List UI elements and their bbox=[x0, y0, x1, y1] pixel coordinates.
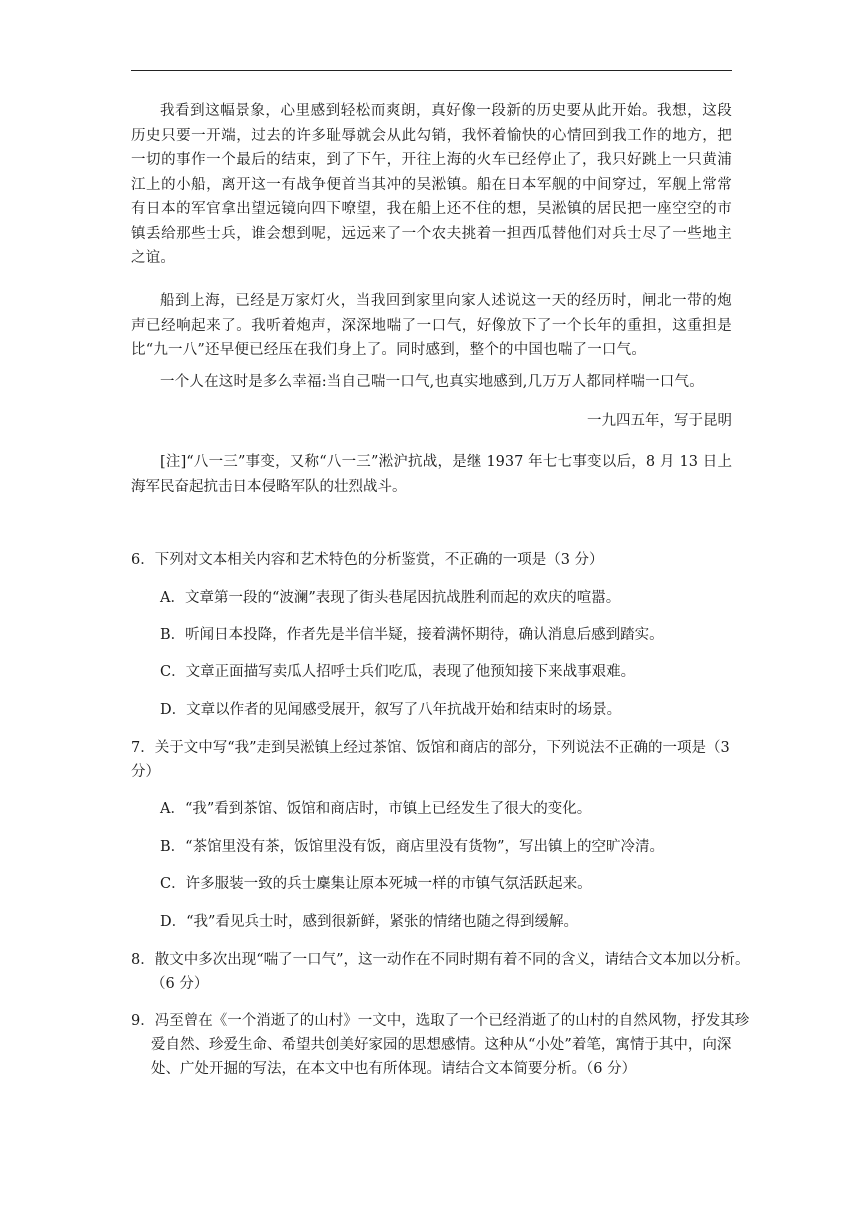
question-6-stem: 6．下列对文本相关内容和艺术特色的分析鉴赏，不正确的一项是（3 分） bbox=[131, 552, 604, 568]
question-6-option-b: B．听闻日本投降，作者先是半信半疑，接着满怀期待，确认消息后感到踏实。 bbox=[160, 627, 664, 643]
question-7-option-d: D．“我”看见兵士时，感到很新鲜，紧张的情绪也随之得到缓解。 bbox=[160, 914, 578, 930]
header-rule bbox=[131, 70, 732, 71]
question-6-option-c: C．文章正面描写卖瓜人招呼士兵们吃瓜，表现了他预知接下来战事艰难。 bbox=[160, 664, 636, 680]
question-6-option-d: D．文章以作者的见闻感受展开，叙写了八年抗战开始和结束时的场景。 bbox=[160, 702, 622, 718]
question-7-option-b: B．“茶馆里没有茶，饭馆里没有饭，商店里没有货物”，写出镇上的空旷冷清。 bbox=[160, 839, 664, 855]
question-7-option-c: C．许多服装一致的兵士麇集让原本死城一样的市镇气氛活跃起来。 bbox=[160, 876, 592, 892]
question-7-option-a: A．“我”看到茶馆、饭馆和商店时，市镇上已经发生了很大的变化。 bbox=[160, 801, 592, 817]
passage-signature: 一九四五年，写于昆明 bbox=[587, 413, 732, 429]
question-7-stem: 7．关于文中写“我”走到吴淞镇上经过茶馆、饭馆和商店的部分，下列说法不正确的一项是（3 分） bbox=[131, 740, 730, 780]
question-9-stem: 9．冯至曾在《一个消逝了的山村》一文中，选取了一个已经消逝了的山村的自然风物，抒发其珍爱自然、珍爱生命、希望共创美好家园的思想感情。这种从“小处”着笔，寓情于其中，向深处、广处开掘的写法，在本文中也有所体现。请结合文本简要分析。（6 分） bbox=[131, 1013, 750, 1077]
question-6-option-a: A．文章第一段的“波澜”表现了街头巷尾因抗战胜利而起的欢庆的喧嚣。 bbox=[160, 590, 621, 606]
passage-note: [注]“八一三”事变，又称“八一三”淞沪抗战，是继 1937 年七七事变以后，8 月 13 日上海军民奋起抗击日本侵略军队的壮烈战斗。 bbox=[131, 454, 732, 495]
question-8-stem: 8．散文中多次出现“喘了一口气”，这一动作在不同时期有着不同的含义，请结合文本加以分析。（6 分） bbox=[131, 952, 750, 992]
passage-paragraph-3: 一个人在这时是多么幸福:当自己喘一口气,也真实地感到,几万万人都同样喘一口气。 bbox=[160, 374, 704, 390]
passage-paragraph-2: 船到上海，已经是万家灯火，当我回到家里向家人述说这一天的经历时，闸北一带的炮声已经响起来了。我听着炮声，深深地喘了一口气，好像放下了一个长年的重担，这重担是比“九一八”还早便已经压在我们身上了。同时感到，整个的中国也喘了一口气。 bbox=[131, 293, 732, 358]
passage-paragraph-1: 我看到这幅景象，心里感到轻松而爽朗，真好像一段新的历史要从此开始。我想，这段历史只要一开端，过去的许多耻辱就会从此勾销，我怀着愉快的心情回到我工作的地方，把一切的事作一个最后的结束，到了下午，开往上海的火车已经停止了，我只好跳上一只黄浦江上的小船，离开这一有战争便首当其冲的吴淞镇。船在日本军舰的中间穿过，军舰上常常有日本的军官拿出望远镜向四下嘹望，我在船上还不住的想，吴淞镇的居民把一座空空的市镇丢给那些士兵，谁会想到呢，远远来了一个农夫挑着一担西瓜替他们对兵士尽了一些地主之谊。 bbox=[131, 103, 732, 266]
